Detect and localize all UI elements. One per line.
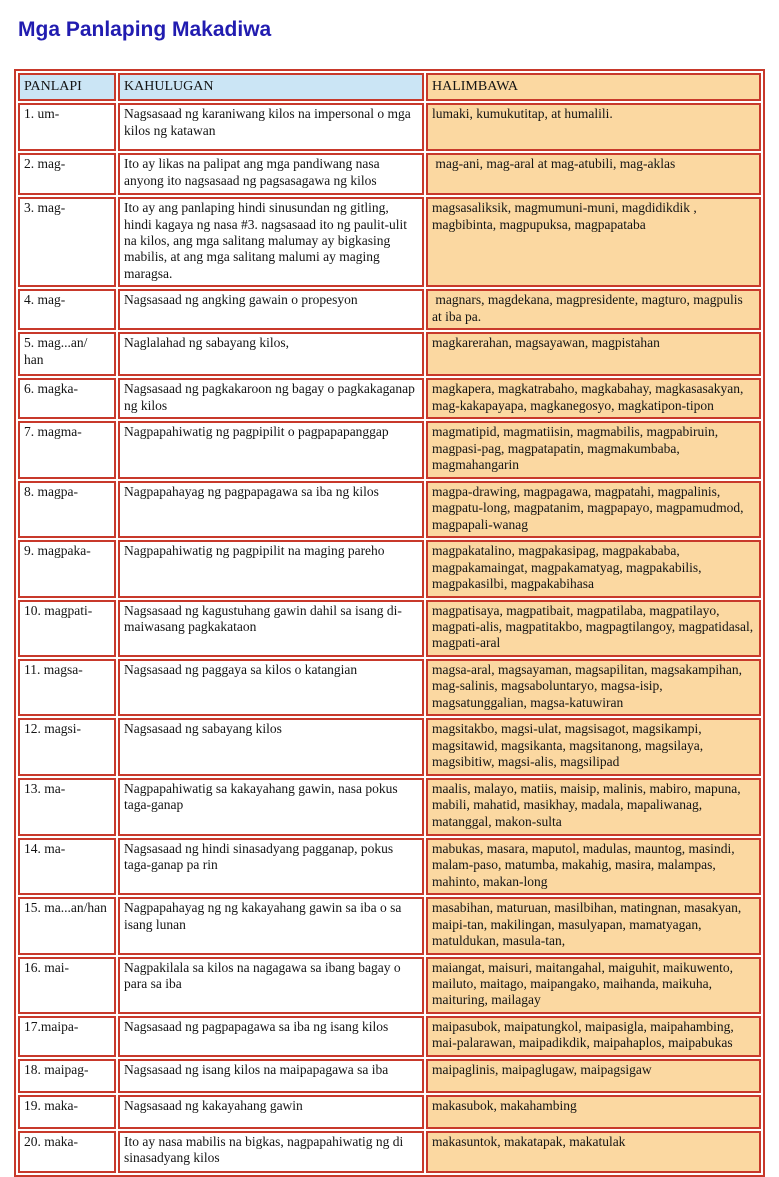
cell-halimbawa: lumaki, kumukutitap, at humalili. [426,103,761,151]
cell-kahulugan: Naglalahad ng sabayang kilos, [118,332,424,376]
cell-halimbawa: magsasaliksik, magmumuni-muni, magdidikdik , magbibinta, magpupuksa, magpapataba [426,197,761,287]
cell-halimbawa: maipasubok, maipatungkol, maipasigla, maipahambing, mai-palarawan, maipadikdik, maipahaplos, maipabukas [426,1016,761,1057]
cell-panlapi: 14. ma- [18,838,116,895]
cell-halimbawa: magpa-drawing, magpagawa, magpatahi, magpalinis, magpatu-long, magpatanim, magpapayo, magpamudmod, magpapali-wanag [426,481,761,538]
cell-kahulugan: Nagsasaad ng isang kilos na maipapagawa sa iba [118,1059,424,1093]
table-row [18,1131,761,1173]
header-kahulugan: KAHULUGAN [118,73,424,101]
table-row [18,103,761,151]
cell-kahulugan: Nagsasaad ng paggaya sa kilos o katangian [118,659,424,716]
cell-halimbawa: maiangat, maisuri, maitangahal, maiguhit, maikuwento, mailuto, maitago, maipangako, maihanda, maikuha, maituring, mailagay [426,957,761,1014]
table-row [18,897,761,954]
cell-panlapi: 3. mag- [18,197,116,287]
cell-panlapi: 4. mag- [18,289,116,330]
header-halimbawa: HALIMBAWA [426,73,761,101]
cell-halimbawa: magkarerahan, magsayawan, magpistahan [426,332,761,376]
cell-panlapi: 19. maka- [18,1095,116,1129]
cell-kahulugan: Nagsasaad ng kakayahang gawin [118,1095,424,1129]
cell-panlapi: 13. ma- [18,778,116,836]
cell-halimbawa: maipaglinis, maipaglugaw, maipagsigaw [426,1059,761,1093]
cell-halimbawa: magmatipid, magmatiisin, magmabilis, magpabiruin, magpasi-pag, magpatapatin, magmakumbaba, magmahangarin [426,421,761,478]
cell-panlapi: 5. mag...an/ han [18,332,116,376]
cell-halimbawa: magkapera, magkatrabaho, magkabahay, magkasasakyan, mag-kakapayapa, magkanegosyo, magkatipon-tipon [426,378,761,419]
cell-kahulugan: Nagsasaad ng hindi sinasadyang pagganap, pokus taga-ganap pa rin [118,838,424,895]
table-row [18,659,761,716]
table-row [18,1095,761,1129]
cell-panlapi: 11. magsa- [18,659,116,716]
cell-kahulugan: Nagpapahiwatig ng pagpipilit na maging pareho [118,540,424,597]
table-row [18,838,761,895]
cell-halimbawa: mabukas, masara, maputol, madulas, mauntog, masindi, malam-paso, matumba, makahig, masira, malampas, mahinto, makan-long [426,838,761,895]
header-panlapi: PANLAPI [18,73,116,101]
table-row [18,1059,761,1093]
cell-panlapi: 17.maipa- [18,1016,116,1057]
cell-kahulugan: Ito ay likas na palipat ang mga pandiwang nasa anyong ito nagsasaad ng pagsasagawa ng kilos [118,153,424,195]
cell-halimbawa: maalis, malayo, matiis, maisip, malinis, mabiro, mapuna, mabili, mahatid, masikhay, madala, mapaliwanag, matanggal, makon-sulta [426,778,761,836]
table-row [18,1016,761,1057]
cell-kahulugan: Nagsasaad ng angking gawain o propesyon [118,289,424,330]
cell-halimbawa: magpatisaya, magpatibait, magpatilaba, magpatilayo, magpati-alis, magpatitakbo, magpagtilangoy, magpatidasal, magpati-aral [426,600,761,657]
cell-panlapi: 15. ma...an/han [18,897,116,954]
cell-kahulugan: Nagsasaad ng karaniwang kilos na impersonal o mga kilos ng katawan [118,103,424,151]
cell-halimbawa: magsa-aral, magsayaman, magsapilitan, magsakampihan, mag-salinis, magsaboluntaryo, magsa-isip, magsatunggalian, magsa-katuwiran [426,659,761,716]
table-row [18,481,761,538]
table-row [18,332,761,376]
table-row [18,378,761,419]
cell-halimbawa: makasuntok, makatapak, makatulak [426,1131,761,1173]
cell-panlapi: 1. um- [18,103,116,151]
cell-kahulugan: Nagpakilala sa kilos na nagagawa sa ibang bagay o para sa iba [118,957,424,1014]
cell-kahulugan: Nagpapahayag ng ng kakayahang gawin sa iba o sa isang lunan [118,897,424,954]
cell-kahulugan: Nagpapahiwatig sa kakayahang gawin, nasa pokus taga-ganap [118,778,424,836]
cell-panlapi: 18. maipag- [18,1059,116,1093]
cell-kahulugan: Ito ay ang panlaping hindi sinusundan ng gitling, hindi kagaya ng nasa #3. nagsasaad ito ng paulit-ulit na kilos, ang mga salitang malumay ay bigkasing mabilis, at ang mga salitang malumi ay maging maragsa. [118,197,424,287]
cell-kahulugan: Nagsasaad ng kagustuhang gawin dahil sa isang di-maiwasang pagkakataon [118,600,424,657]
cell-kahulugan: Nagsasaad ng sabayang kilos [118,718,424,775]
table-row [18,289,761,330]
cell-panlapi: 2. mag- [18,153,116,195]
table-row [18,197,761,287]
page-title: Mga Panlaping Makadiwa [18,18,272,41]
cell-halimbawa: magsitakbo, magsi-ulat, magsisagot, magsikampi, magsitawid, magsikanta, magsitanong, magsilaya, magsibitiw, magsi-alis, magsilipad [426,718,761,775]
cell-panlapi: 9. magpaka- [18,540,116,597]
table-row [18,718,761,775]
cell-kahulugan: Nagsasaad ng pagkakaroon ng bagay o pagkakaganap ng kilos [118,378,424,419]
cell-halimbawa: magnars, magdekana, magpresidente, magturo, magpulis at iba pa. [426,289,761,330]
table-header-row [18,73,761,101]
cell-kahulugan: Nagpapahayag ng pagpapagawa sa iba ng kilos [118,481,424,538]
cell-panlapi: 20. maka- [18,1131,116,1173]
cell-panlapi: 10. magpati- [18,600,116,657]
cell-panlapi: 7. magma- [18,421,116,478]
cell-kahulugan: Nagpapahiwatig ng pagpipilit o pagpapapanggap [118,421,424,478]
table-row [18,421,761,478]
cell-halimbawa: magpakatalino, magpakasipag, magpakababa, magpakamaingat, magpakamatyag, magpakabilis, magpakasilbi, magpakabihasa [426,540,761,597]
cell-panlapi: 8. magpa- [18,481,116,538]
cell-halimbawa: mag-ani, mag-aral at mag-atubili, mag-aklas [426,153,761,195]
table-row [18,778,761,836]
cell-panlapi: 12. magsi- [18,718,116,775]
cell-panlapi: 16. mai- [18,957,116,1014]
cell-halimbawa: masabihan, maturuan, masilbihan, matingnan, masakyan, maipi-tan, makilingan, masulyapan, mamatyagan, matuldukan, masula-tan, [426,897,761,954]
cell-halimbawa: makasubok, makahambing [426,1095,761,1129]
table-row [18,153,761,195]
cell-panlapi: 6. magka- [18,378,116,419]
table-row [18,600,761,657]
affix-table [14,69,765,1177]
table-row [18,540,761,597]
cell-kahulugan: Nagsasaad ng pagpapagawa sa iba ng isang kilos [118,1016,424,1057]
table-row [18,957,761,1014]
cell-kahulugan: Ito ay nasa mabilis na bigkas, nagpapahiwatig ng di sinasadyang kilos [118,1131,424,1173]
